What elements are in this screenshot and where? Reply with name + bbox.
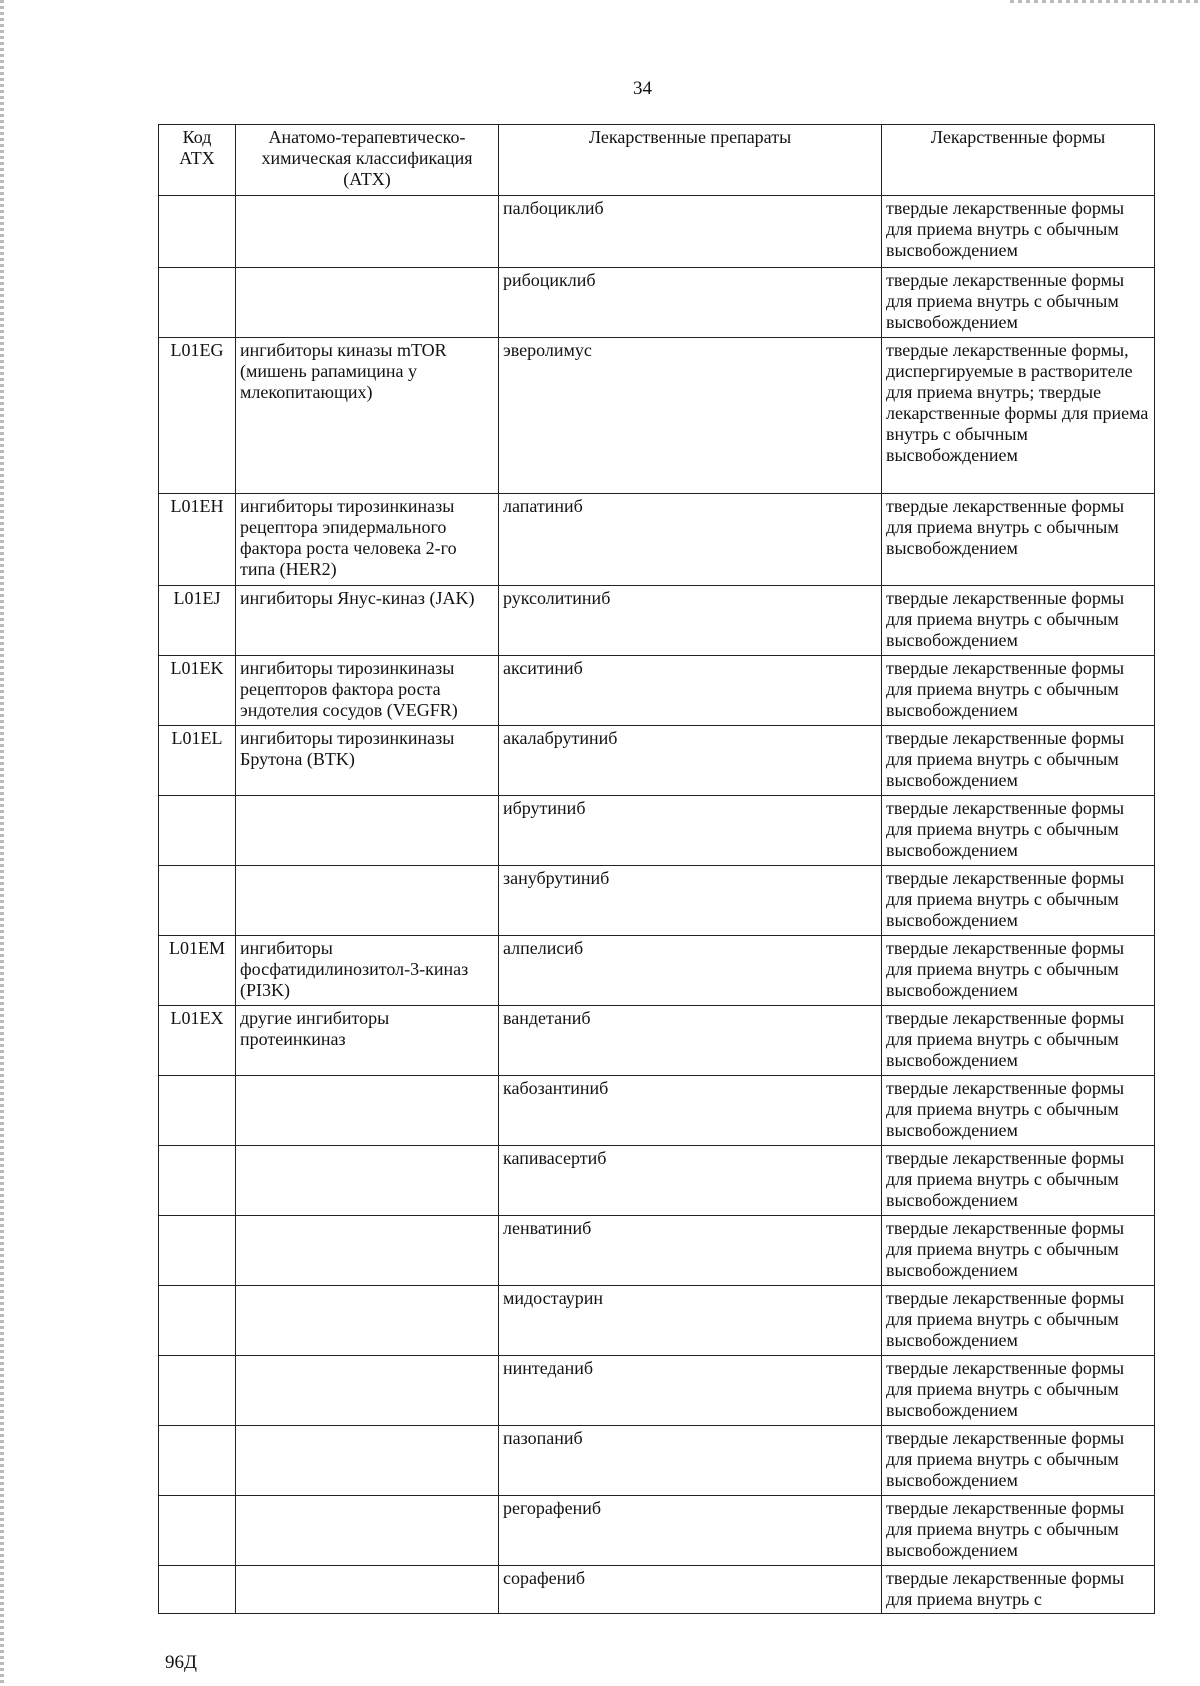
cell-classification: ингибиторы тирозинкиназы Брутона (BTK) <box>236 726 499 796</box>
cell-drug: рибоциклиб <box>499 268 882 338</box>
cell-code <box>159 1566 236 1614</box>
cell-classification <box>236 1426 499 1496</box>
table-row <box>159 586 1155 656</box>
cell-drug: мидостаурин <box>499 1286 882 1356</box>
cell-classification <box>236 866 499 936</box>
cell-drug: капивасертиб <box>499 1146 882 1216</box>
cell-code <box>159 1216 236 1286</box>
cell-code <box>159 196 236 268</box>
cell-form: твердые лекарственные формы для приема внутрь с обычным высвобождением <box>882 936 1155 1006</box>
footer-mark: 96Д <box>165 1652 197 1673</box>
cell-drug: кабозантиниб <box>499 1076 882 1146</box>
cell-classification <box>236 1356 499 1426</box>
drug-table <box>158 124 1155 1614</box>
cell-form: твердые лекарственные формы для приема внутрь с обычным высвобождением <box>882 494 1155 586</box>
cell-code <box>159 796 236 866</box>
cell-code: L01EX <box>159 1006 236 1076</box>
header-forms: Лекарственные формы <box>882 125 1155 196</box>
cell-form: твердые лекарственные формы для приема внутрь с обычным высвобождением <box>882 1496 1155 1566</box>
scan-top-edge <box>1010 0 1200 3</box>
cell-code <box>159 1146 236 1216</box>
cell-classification <box>236 1076 499 1146</box>
table-row <box>159 1216 1155 1286</box>
cell-form: твердые лекарственные формы для приема внутрь с <box>882 1566 1155 1614</box>
cell-drug: акалабрутиниб <box>499 726 882 796</box>
table-row <box>159 494 1155 586</box>
scan-left-edge <box>0 0 4 1686</box>
table-row <box>159 196 1155 268</box>
table-row <box>159 1566 1155 1614</box>
cell-drug: ленватиниб <box>499 1216 882 1286</box>
cell-drug: руксолитиниб <box>499 586 882 656</box>
cell-code: L01EK <box>159 656 236 726</box>
cell-form: твердые лекарственные формы для приема внутрь с обычным высвобождением <box>882 1216 1155 1286</box>
table-row <box>159 1496 1155 1566</box>
table-row <box>159 936 1155 1006</box>
cell-drug: занубрутиниб <box>499 866 882 936</box>
table-header-row <box>159 125 1155 196</box>
cell-classification: ингибиторы тирозинкиназы рецептора эпидермального фактора роста человека 2-го типа (HER2) <box>236 494 499 586</box>
cell-form: твердые лекарственные формы для приема внутрь с обычным высвобождением <box>882 1286 1155 1356</box>
cell-code <box>159 1426 236 1496</box>
header-code: Код АТХ <box>159 125 236 196</box>
cell-drug: палбоциклиб <box>499 196 882 268</box>
cell-drug: нинтеданиб <box>499 1356 882 1426</box>
table-row <box>159 338 1155 494</box>
cell-code <box>159 866 236 936</box>
cell-code <box>159 1286 236 1356</box>
cell-code <box>159 1496 236 1566</box>
cell-form: твердые лекарственные формы для приема внутрь с обычным высвобождением <box>882 1426 1155 1496</box>
cell-classification: ингибиторы тирозинкиназы рецепторов фактора роста эндотелия сосудов (VEGFR) <box>236 656 499 726</box>
cell-drug: регорафениб <box>499 1496 882 1566</box>
cell-classification <box>236 1146 499 1216</box>
cell-classification <box>236 1496 499 1566</box>
cell-code: L01EG <box>159 338 236 494</box>
cell-classification <box>236 1216 499 1286</box>
cell-drug: пазопаниб <box>499 1426 882 1496</box>
table-row <box>159 1076 1155 1146</box>
cell-code: L01EM <box>159 936 236 1006</box>
cell-code <box>159 1356 236 1426</box>
header-classification: Анатомо-терапевтическо-химическая классификация (АТХ) <box>236 125 499 196</box>
cell-form: твердые лекарственные формы для приема внутрь с обычным высвобождением <box>882 866 1155 936</box>
table-row <box>159 796 1155 866</box>
cell-classification <box>236 1286 499 1356</box>
cell-drug: ибрутиниб <box>499 796 882 866</box>
cell-form: твердые лекарственные формы для приема внутрь с обычным высвобождением <box>882 1006 1155 1076</box>
cell-form: твердые лекарственные формы для приема внутрь с обычным высвобождением <box>882 1146 1155 1216</box>
cell-form: твердые лекарственные формы для приема внутрь с обычным высвобождением <box>882 726 1155 796</box>
cell-drug: акситиниб <box>499 656 882 726</box>
table-row <box>159 1286 1155 1356</box>
cell-classification: ингибиторы киназы mTOR (мишень рапамицина у млекопитающих) <box>236 338 499 494</box>
cell-form: твердые лекарственные формы для приема внутрь с обычным высвобождением <box>882 1076 1155 1146</box>
cell-code: L01EJ <box>159 586 236 656</box>
cell-classification: ингибиторы Янус-киназ (JAK) <box>236 586 499 656</box>
cell-code: L01EL <box>159 726 236 796</box>
cell-classification <box>236 196 499 268</box>
table-row <box>159 1006 1155 1076</box>
cell-code <box>159 1076 236 1146</box>
cell-form: твердые лекарственные формы, диспергируемые в растворителе для приема внутрь; твердые лекарственные формы для приема внутрь с обычным высвобождением <box>882 338 1155 494</box>
table-row <box>159 866 1155 936</box>
table-row <box>159 1426 1155 1496</box>
cell-classification <box>236 1566 499 1614</box>
cell-form: твердые лекарственные формы для приема внутрь с обычным высвобождением <box>882 196 1155 268</box>
cell-form: твердые лекарственные формы для приема внутрь с обычным высвобождением <box>882 796 1155 866</box>
table-row <box>159 1146 1155 1216</box>
cell-drug: алпелисиб <box>499 936 882 1006</box>
cell-form: твердые лекарственные формы для приема внутрь с обычным высвобождением <box>882 656 1155 726</box>
cell-drug: лапатиниб <box>499 494 882 586</box>
header-drugs: Лекарственные препараты <box>499 125 882 196</box>
table-row <box>159 726 1155 796</box>
cell-classification: ингибиторы фосфатидилинозитол-3-киназ (PI3K) <box>236 936 499 1006</box>
table-row <box>159 268 1155 338</box>
table-row <box>159 1356 1155 1426</box>
cell-drug: вандетаниб <box>499 1006 882 1076</box>
cell-code: L01EH <box>159 494 236 586</box>
cell-classification: другие ингибиторы протеинкиназ <box>236 1006 499 1076</box>
cell-code <box>159 268 236 338</box>
cell-form: твердые лекарственные формы для приема внутрь с обычным высвобождением <box>882 268 1155 338</box>
cell-form: твердые лекарственные формы для приема внутрь с обычным высвобождением <box>882 1356 1155 1426</box>
table-body <box>159 196 1155 1614</box>
table-row <box>159 656 1155 726</box>
cell-drug: сорафениб <box>499 1566 882 1614</box>
cell-form: твердые лекарственные формы для приема внутрь с обычным высвобождением <box>882 586 1155 656</box>
cell-classification <box>236 796 499 866</box>
cell-classification <box>236 268 499 338</box>
page-number: 34 <box>633 78 652 99</box>
cell-drug: эверолимус <box>499 338 882 494</box>
